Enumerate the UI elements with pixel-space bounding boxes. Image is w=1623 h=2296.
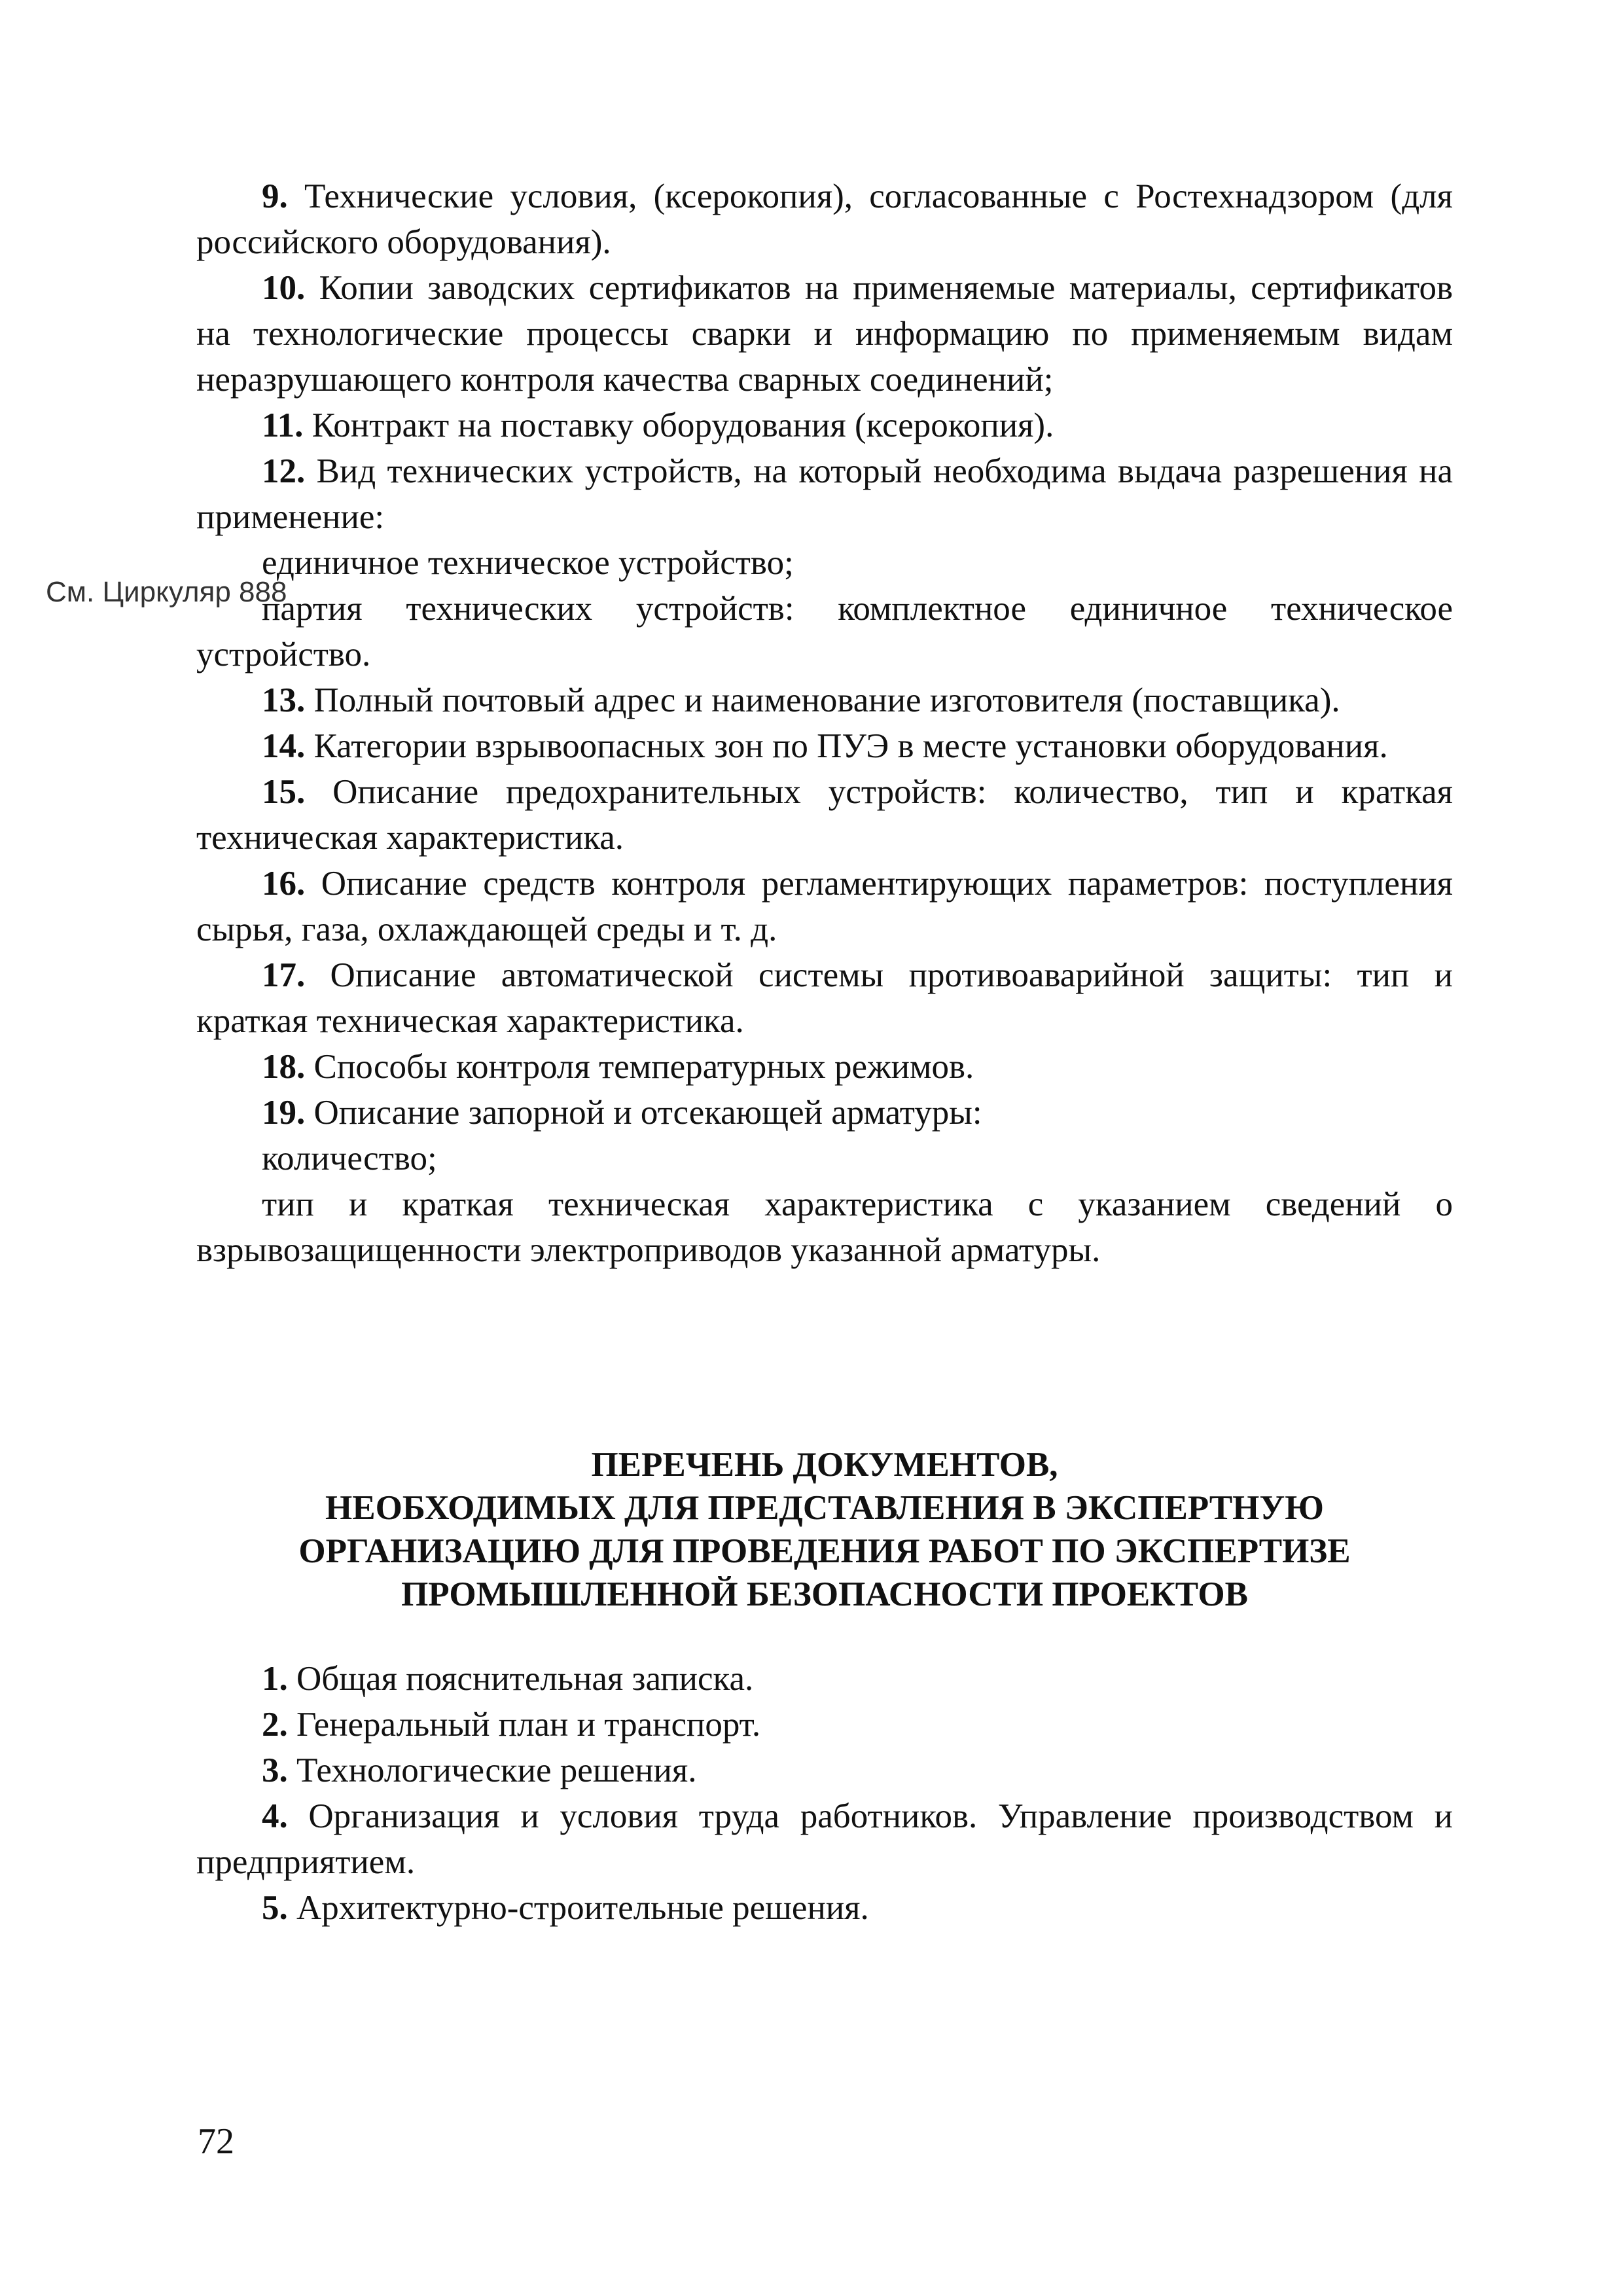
item-number: 11. bbox=[262, 406, 304, 444]
item-number: 5. bbox=[262, 1889, 288, 1927]
item-text: партия технических устройств: комплектное единичное техническое устройство. bbox=[196, 590, 1453, 673]
list-item bbox=[196, 173, 1453, 265]
list-item bbox=[196, 769, 1453, 861]
heading-line: ПЕРЕЧЕНЬ ДОКУМЕНТОВ, bbox=[591, 1446, 1058, 1484]
item-number: 12. bbox=[262, 452, 306, 490]
item-text: Способы контроля температурных режимов. bbox=[305, 1048, 974, 1086]
item-text: Категории взрывоопасных зон по ПУЭ в месте установки оборудования. bbox=[305, 727, 1388, 765]
item-text: Описание предохранительных устройств: количество, тип и краткая техническая характеристика. bbox=[196, 773, 1453, 857]
item-text: Организация и условия труда работников. Управление производством и предприятием. bbox=[196, 1797, 1453, 1881]
item-text: Технические условия, (ксерокопия), согласованные с Ростехнадзором (для российского оборудования). bbox=[196, 177, 1453, 261]
item-text: Копии заводских сертификатов на применяемые материалы, сертификатов на технологические процессы сварки и информацию по применяемым видам неразрушающего контроля качества сварных соединений; bbox=[196, 269, 1453, 399]
item-text: Общая пояснительная записка. bbox=[287, 1660, 754, 1698]
list-item bbox=[196, 861, 1453, 952]
item-text: Описание запорной и отсекающей арматуры: bbox=[305, 1094, 982, 1132]
item-text: Вид технических устройств, на который необходима выдача разрешения на применение: bbox=[196, 452, 1453, 536]
item-text: Технологические решения. bbox=[287, 1751, 697, 1789]
list-item bbox=[196, 952, 1453, 1044]
list-sub-item bbox=[196, 540, 1453, 586]
list-item bbox=[196, 1885, 1453, 1931]
list-item bbox=[196, 1090, 1453, 1136]
item-text: единичное техническое устройство; bbox=[262, 544, 794, 582]
item-number: 9. bbox=[262, 177, 288, 215]
document-body-bottom bbox=[196, 1656, 1453, 1931]
item-text: Архитектурно-строительные решения. bbox=[287, 1889, 869, 1927]
list-item bbox=[196, 723, 1453, 769]
list-item bbox=[196, 1044, 1453, 1090]
item-text: Контракт на поставку оборудования (ксерокопия). bbox=[303, 406, 1054, 444]
list-item bbox=[196, 403, 1453, 448]
list-item bbox=[196, 1748, 1453, 1793]
list-item bbox=[196, 448, 1453, 540]
item-number: 13. bbox=[262, 681, 306, 719]
page-number: 72 bbox=[198, 2121, 234, 2162]
item-text: Генеральный план и транспорт. bbox=[287, 1706, 761, 1744]
item-text: количество; bbox=[262, 1139, 437, 1177]
item-number: 1. bbox=[262, 1660, 288, 1698]
item-number: 14. bbox=[262, 727, 306, 765]
item-text: Описание средств контроля регламентирующих параметров: поступления сырья, газа, охлаждающей среды и т. д. bbox=[196, 865, 1453, 948]
heading-line: ОРГАНИЗАЦИЮ ДЛЯ ПРОВЕДЕНИЯ РАБОТ ПО ЭКСПЕРТИЗЕ bbox=[298, 1532, 1351, 1570]
heading-line: НЕОБХОДИМЫХ ДЛЯ ПРЕДСТАВЛЕНИЯ В ЭКСПЕРТНУЮ bbox=[325, 1489, 1324, 1527]
margin-annotation: См. Циркуляр 888 bbox=[46, 576, 287, 608]
list-item bbox=[196, 677, 1453, 723]
item-number: 15. bbox=[262, 773, 306, 811]
item-number: 10. bbox=[262, 269, 306, 307]
item-number: 2. bbox=[262, 1706, 288, 1744]
list-item bbox=[196, 265, 1453, 403]
list-item bbox=[196, 1656, 1453, 1702]
list-sub-item bbox=[196, 1181, 1453, 1273]
item-text: тип и краткая техническая характеристика с указанием сведений о взрывозащищенности электроприводов указанной арматуры. bbox=[196, 1185, 1453, 1269]
item-number: 16. bbox=[262, 865, 306, 903]
item-number: 4. bbox=[262, 1797, 288, 1835]
section-heading bbox=[196, 1443, 1453, 1616]
item-number: 3. bbox=[262, 1751, 288, 1789]
list-sub-item bbox=[196, 1136, 1453, 1181]
list-item bbox=[196, 1793, 1453, 1885]
item-text: Описание автоматической системы противоаварийной защиты: тип и краткая техническая характеристика. bbox=[196, 956, 1453, 1040]
document-body-top bbox=[196, 173, 1453, 1273]
heading-line: ПРОМЫШЛЕННОЙ БЕЗОПАСНОСТИ ПРОЕКТОВ bbox=[401, 1575, 1248, 1613]
item-number: 18. bbox=[262, 1048, 306, 1086]
item-number: 19. bbox=[262, 1094, 306, 1132]
item-number: 17. bbox=[262, 956, 306, 994]
list-item bbox=[196, 1702, 1453, 1748]
list-sub-item bbox=[196, 586, 1453, 677]
item-text: Полный почтовый адрес и наименование изготовителя (поставщика). bbox=[305, 681, 1340, 719]
